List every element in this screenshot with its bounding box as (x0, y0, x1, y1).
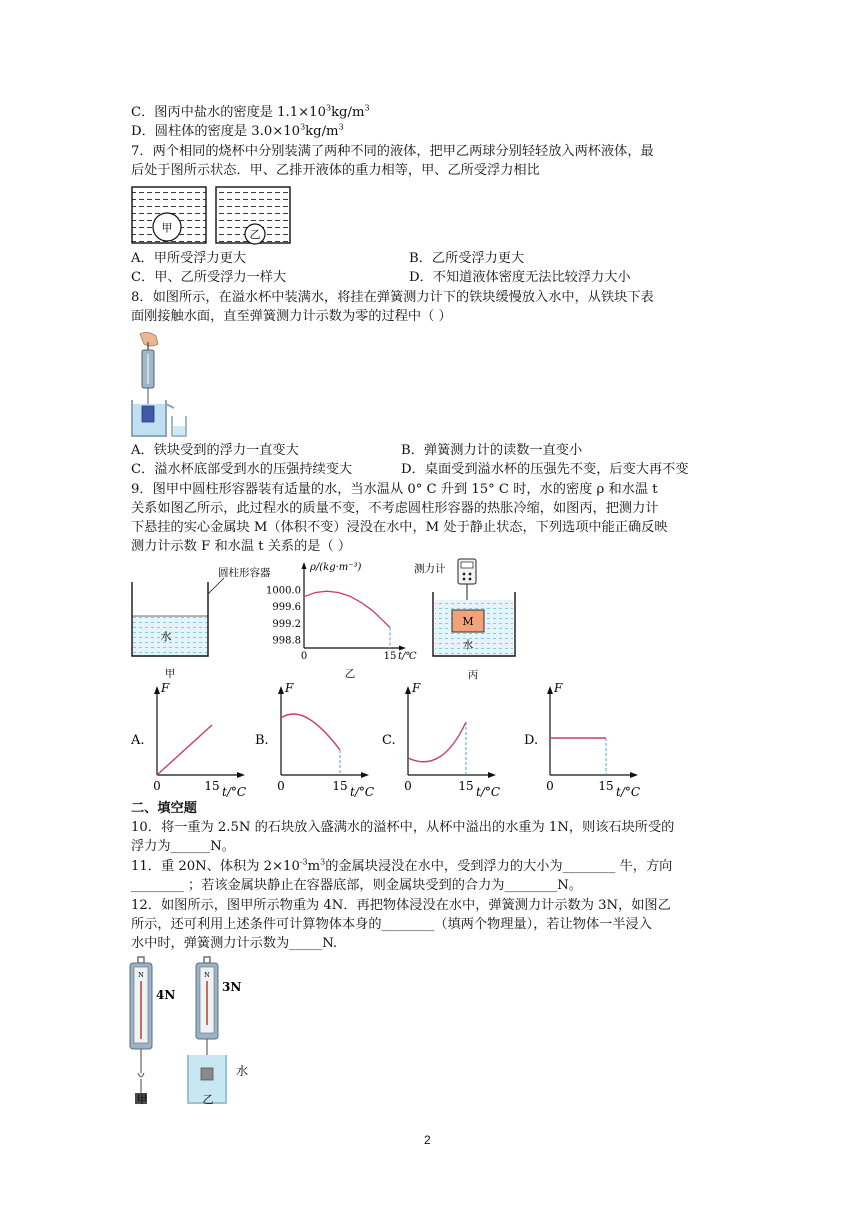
option-letter: C. (382, 733, 396, 748)
q9-stem-line3: 下悬挂的实心金属块 M（体积不变）浸没在水中，M 处于静止状态，下列选项中能正确反映 (131, 520, 668, 535)
x-origin-label: 0 (546, 779, 554, 793)
container-label: 圆柱形容器 (218, 567, 271, 579)
x-origin-label: 0 (404, 779, 412, 793)
option-graph-c (382, 681, 500, 799)
q6-option-d: D．圆柱体的密度是 $3.0\times 10^3kg/m^3$ (131, 122, 344, 139)
q7-option-a: A．甲所受浮力更大 (131, 251, 247, 266)
x-axis-label: t/℃ (398, 651, 417, 662)
option-graph-b (255, 681, 374, 799)
block-label: M (462, 615, 474, 628)
q7-stem-line2: 后处于图所示状态．甲、乙排开液体的重力相等，甲、乙所受浮力相比 (131, 163, 540, 178)
q8-option-c: C．溢水杯底部受到水的压强持续变大 (131, 462, 353, 477)
caption-bing: 丙 (467, 669, 479, 681)
force-curve (157, 725, 212, 775)
q8-option-b: B．弹簧测力计的读数一直变小 (401, 443, 583, 458)
q12-line1: 12．如图所示，图甲所示物重为 4N．再把物体浸没在水中，弹簧测力计示数为 3N，如图乙 (131, 898, 671, 913)
option-letter: A. (131, 733, 145, 748)
q8-option-d: D．桌面受到溢水杯的压强先不变，后变大再不变 (401, 462, 689, 477)
x-15-label: 15 (598, 779, 614, 793)
x-origin-label: 0 (153, 779, 161, 793)
force-curve (281, 714, 340, 750)
ball-yi-label: 乙 (249, 228, 261, 241)
q12-spring-scale-figure (124, 955, 264, 1107)
q8-stem-line2: 面刚接触水面，直至弹簧测力计示数为零的过程中（ ） (131, 309, 452, 324)
hand-icon (140, 332, 158, 346)
q11-line1: 11．重 20N、体积为 $2\times 10^{-3}m^3$的金属块浸没在水中，受到浮力的大小为________ 牛，方向 (131, 857, 673, 874)
density-curve (304, 591, 390, 627)
x-axis-label: t/°C (222, 785, 247, 799)
submerged-block-icon (201, 1068, 213, 1080)
q9-fig-yi-density-chart (262, 560, 430, 682)
q8-stem-line1: 8．如图所示，在溢水杯中装满水，将挂在弹簧测力计下的铁块缓慢放入水中，从铁块下表 (131, 290, 654, 305)
x-origin-label: 0 (300, 651, 308, 662)
y-axis-label: F (285, 681, 294, 695)
option-graph-a (130, 681, 246, 799)
q7-option-d: D．不知道液体密度无法比较浮力大小 (409, 270, 631, 285)
water-label: 水 (462, 639, 474, 651)
iron-block-icon (142, 406, 154, 422)
option-graph-d (524, 681, 640, 799)
x-axis-label: t/°C (616, 785, 641, 799)
q10-line1: 10．将一重为 2.5N 的石块放入盛满水的溢杯中，从杯中溢出的水重为 1N，则该石块所受的 (131, 820, 675, 835)
caption-yi: 乙 (344, 668, 356, 680)
x-15-label: 15 (332, 779, 348, 793)
q7-option-c: C．甲、乙所受浮力一样大 (131, 270, 287, 285)
x-origin-label: 0 (277, 779, 285, 793)
q12-line2: 所示，还可利用上述条件可计算物体本身的________（填两个物理量），若让物体一半浸入 (131, 917, 652, 932)
option-letter: D. (524, 733, 539, 748)
q9-fig-bing (408, 556, 520, 682)
page-number: 2 (424, 1133, 431, 1147)
x-axis-label: t/°C (476, 785, 501, 799)
y-tick-label: 1000.0 (266, 585, 301, 597)
q7-beakers-figure (130, 182, 296, 248)
q8-overflow-cup-figure (128, 330, 190, 440)
svg-text:N: N (204, 971, 210, 979)
q9-stem-line4: 测力计示数 F 和水温 t 关系的是（ ） (131, 539, 352, 554)
y-axis-label: F (161, 681, 170, 695)
y-tick-label: 999.2 (272, 618, 301, 630)
q11-line2: ________ ；若该金属块静止在容器底部，则金属块受到的合力为________N。 (131, 878, 582, 893)
caption-jia: 甲 (136, 1093, 148, 1106)
q9-stem-line2: 关系如图乙所示，此过程水的质量不变，不考虑圆柱形容器的热胀冷缩，如图丙，把测力计 (131, 501, 659, 516)
caption-jia: 甲 (164, 668, 176, 680)
x-15-label: 15 (204, 779, 220, 793)
q9-stem-line1: 9．图甲中圆柱形容器装有适量的水，当水温从 0° C 升到 15° C 时，水的密度 ρ 和水温 t (131, 482, 658, 497)
option-letter: B. (255, 733, 269, 748)
y-tick-label: 998.8 (272, 635, 301, 647)
caption-yi: 乙 (202, 1093, 214, 1106)
x-15-label: 15 (458, 779, 474, 793)
x-15-label: 15 (383, 651, 397, 662)
q7-stem-line1: 7．两个相同的烧杯中分别装满了两种不同的液体，把甲乙两球分别轻轻放入两杯液体，最 (131, 144, 654, 159)
svg-text:N: N (138, 971, 144, 979)
ball-jia-label: 甲 (161, 221, 173, 235)
q8-option-a: A．铁块受到的浮力一直变大 (131, 443, 299, 458)
q6-option-c: C．图丙中盐水的密度是 $1.1\times 10^3kg/m^3$ (131, 103, 370, 120)
spring-scale-a (130, 957, 152, 1104)
water-label: 水 (236, 1064, 249, 1078)
q12-line3: 水中时，弹簧测力计示数为_____N. (131, 936, 338, 951)
y-axis-label: F (412, 681, 421, 695)
meter-label: 测力计 (414, 563, 446, 575)
q7-option-b: B．乙所受浮力更大 (409, 251, 525, 266)
q10-line2: 浮力为______N。 (131, 839, 235, 854)
y-axis-label: F (554, 681, 563, 695)
section2-heading: 二、填空题 (131, 801, 197, 816)
x-axis-label: t/°C (350, 785, 375, 799)
water-label: 水 (160, 630, 172, 643)
reading-4n: 4N (156, 988, 176, 1002)
force-curve (408, 722, 466, 762)
spring-scale-b (196, 957, 218, 1067)
y-axis-label: ρ/(kg·m⁻³) (310, 562, 362, 573)
reading-3n: 3N (222, 980, 242, 994)
y-tick-label: 999.6 (272, 602, 301, 614)
q9-option-graphs (126, 678, 666, 802)
